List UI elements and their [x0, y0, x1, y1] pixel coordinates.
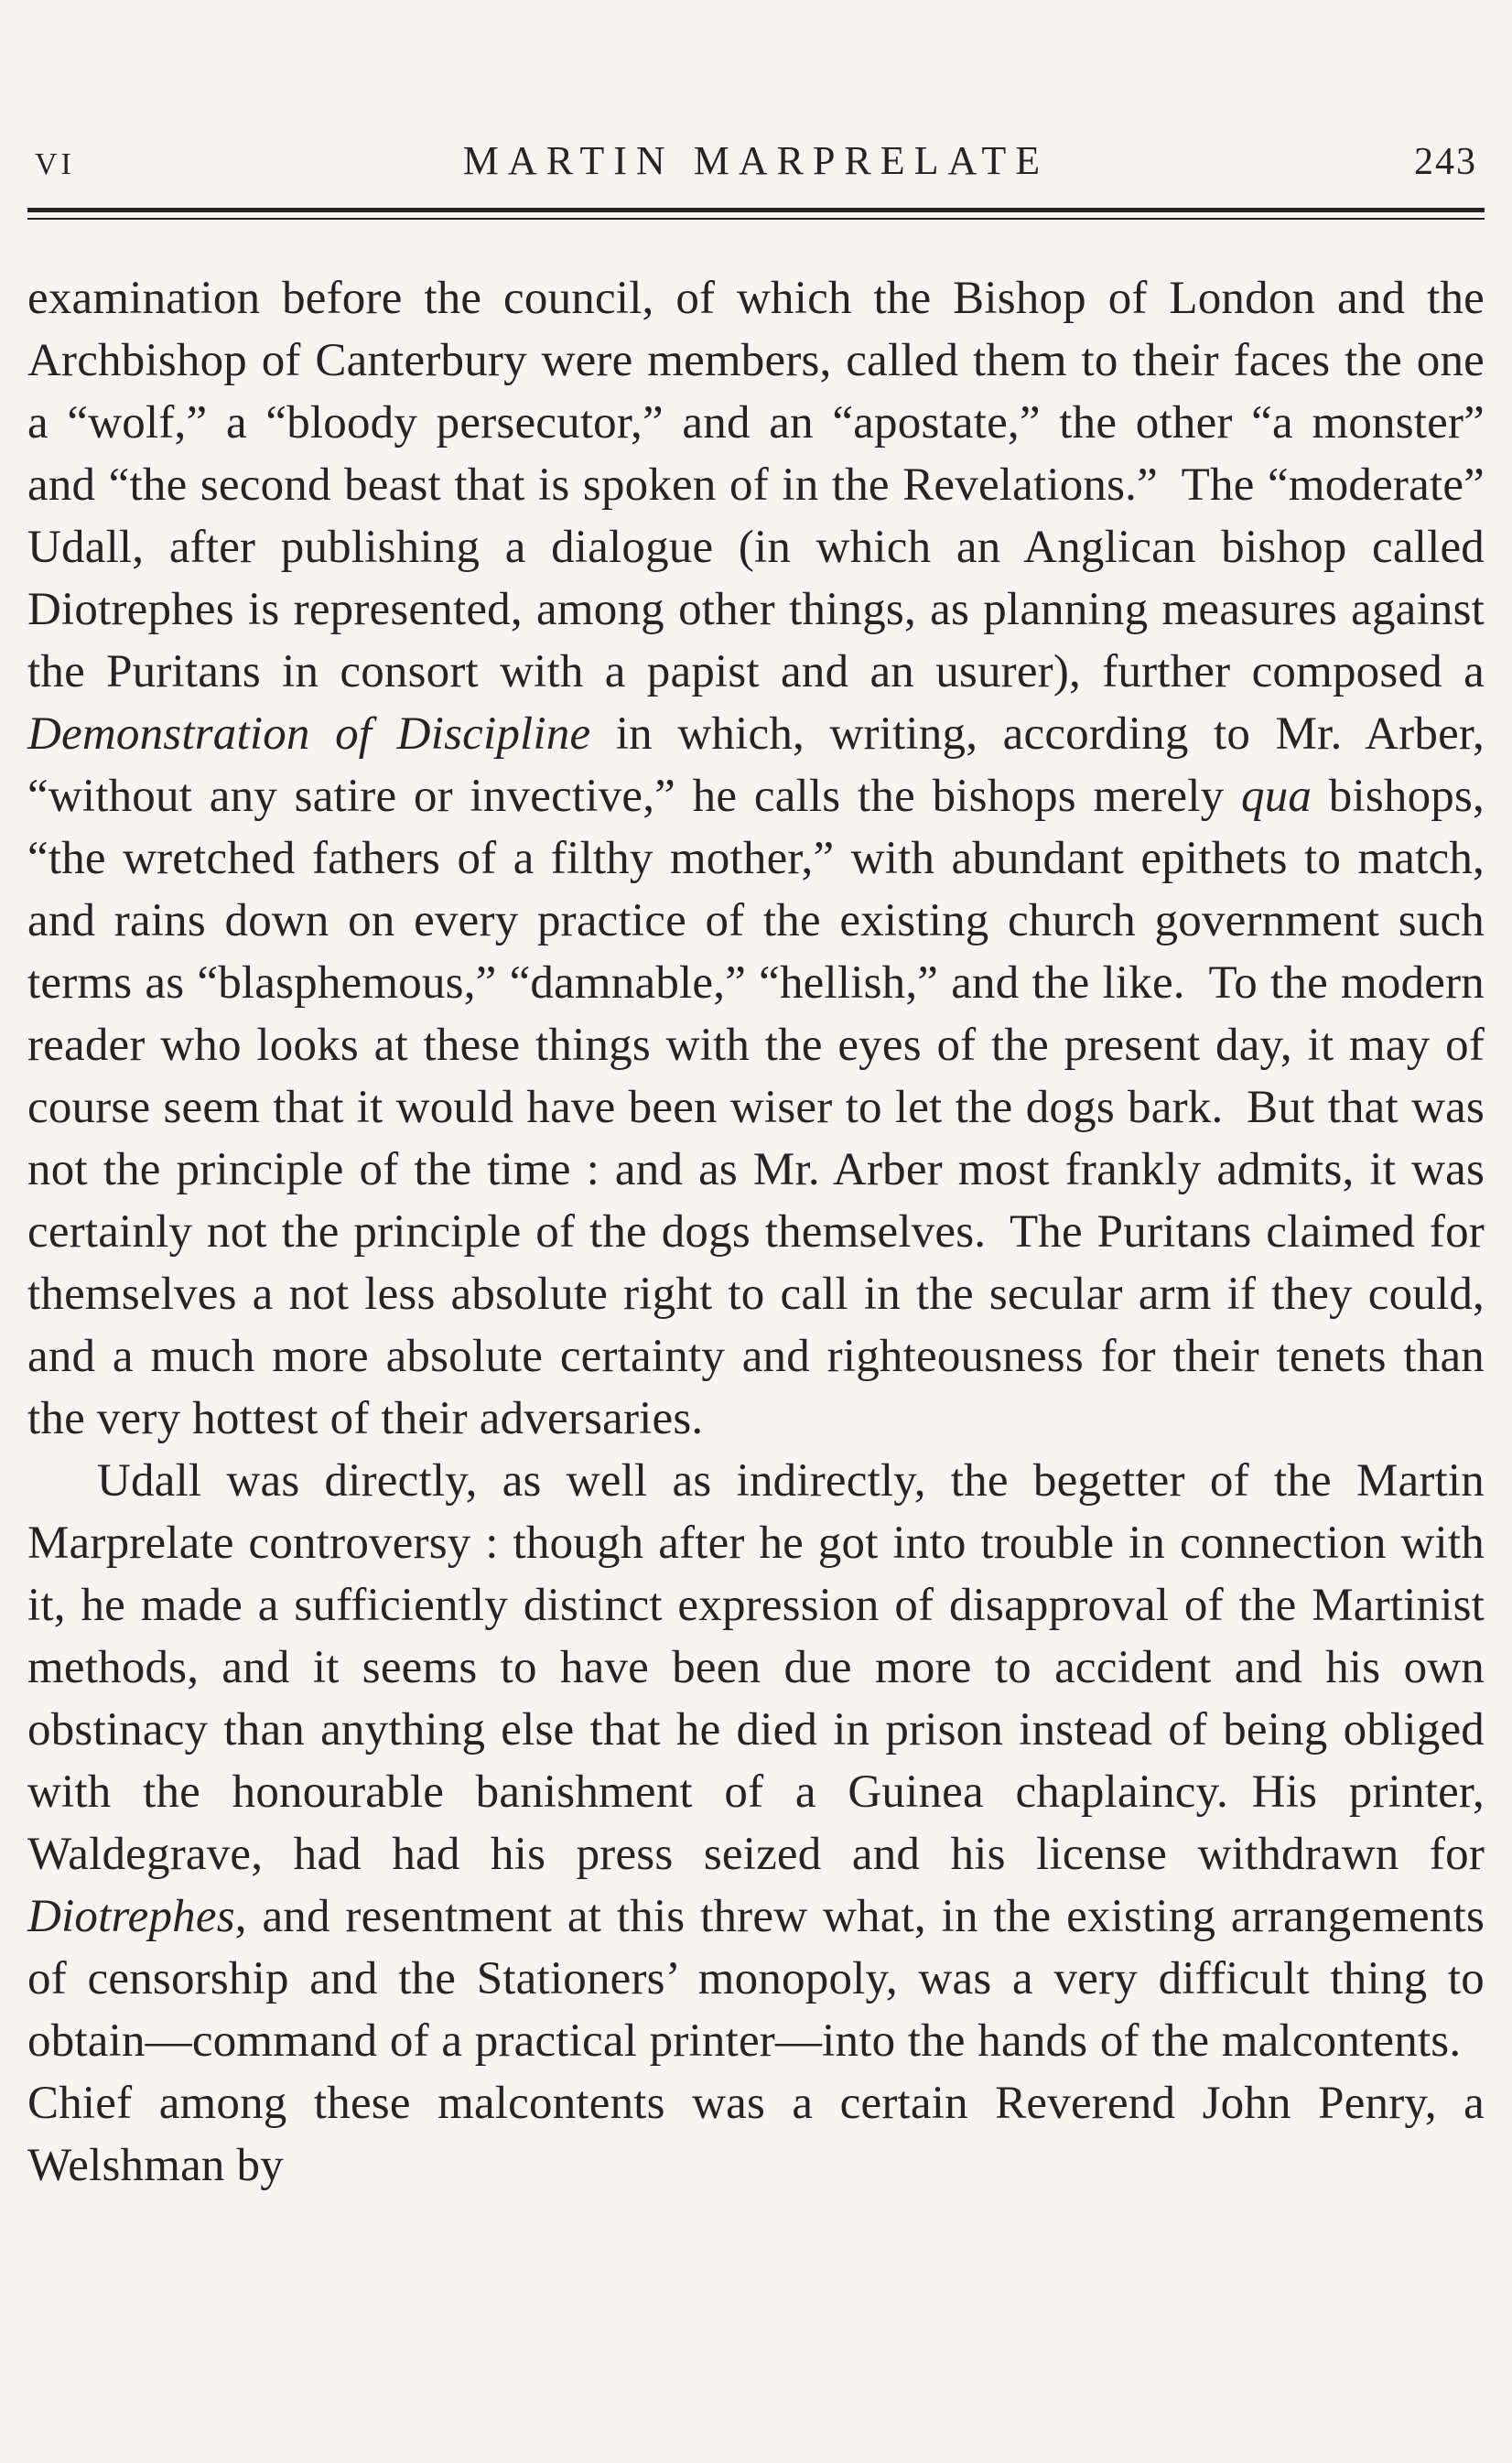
page-number: 243 — [1414, 141, 1477, 183]
italic-text-run: Demonstration of Discipline — [27, 708, 591, 760]
paragraph — [27, 267, 1485, 1450]
header-rule — [27, 208, 1485, 220]
text-run: in which, writing, according to Mr. Arber, “without any satire or invective,” he calls the bishops merely — [27, 708, 1485, 822]
text-run: examination before the council, of which the Bishop of London and the Archbishop of Canterbury were members, called them to their faces the one a “wolf,” a “bloody persecutor,” and an “apostate,” the other “a monster” and “the second beast that is spoken of in the Revelations.” The “moderate” Udall, after publishing a dialogue (in which an Anglican bishop called Diotrephes is represented, among other things, as planning measures against the Puritans in consort with a papist and an usurer), further composed a — [27, 273, 1485, 697]
chapter-number: VI — [35, 147, 75, 181]
italic-text-run: qua — [1241, 771, 1312, 822]
page-header — [27, 137, 1485, 184]
italic-text-run: Diotrephes — [27, 1891, 235, 1942]
text-run: bishops, “the wretched fathers of a filthy mother,” with abundant epithets to match, and rains down on every practice of the existing church government such terms as “blasphemous,” “damnable,” “hellish,” and the like. To the modern reader who looks at these things with the eyes of the present day, it may of course seem that it would have been wiser to let the dogs bark. But that was not the principle of the time : and as Mr. Arber most frankly admits, it was certainly not the principle of the dogs themselves. The Puritans claimed for themselves a not less absolute right to call in the secular arm if they could, and a much more absolute certainty and righteousness for their tenets than the very hottest of their adversaries. — [27, 771, 1485, 1444]
paragraph — [27, 1450, 1485, 2197]
running-title: MARTIN MARPRELATE — [462, 138, 1050, 183]
text-run: , and resentment at this threw what, in the existing arrangements of censorship and the Stationers’ monopoly, was a very difficult thing to obtain—command of a practical printer—into the hands of the malcontents. Chief among these malcontents was a certain Reverend John Penry, a Welshman by — [27, 1891, 1485, 2191]
text-run: Udall was directly, as well as indirectly, the begetter of the Martin Marprelate controversy : though after he got into trouble in connection with it, he made a sufficiently distinct expression of disapproval of the Martinist methods, and it seems to have been due more to accident and his own obstinacy than anything else that he died in prison instead of being obliged with the honourable banishment of a Guinea chaplaincy. His printer, Waldegrave, had had his press seized and his license withdrawn for — [27, 1455, 1485, 1880]
page-body — [27, 267, 1485, 2197]
